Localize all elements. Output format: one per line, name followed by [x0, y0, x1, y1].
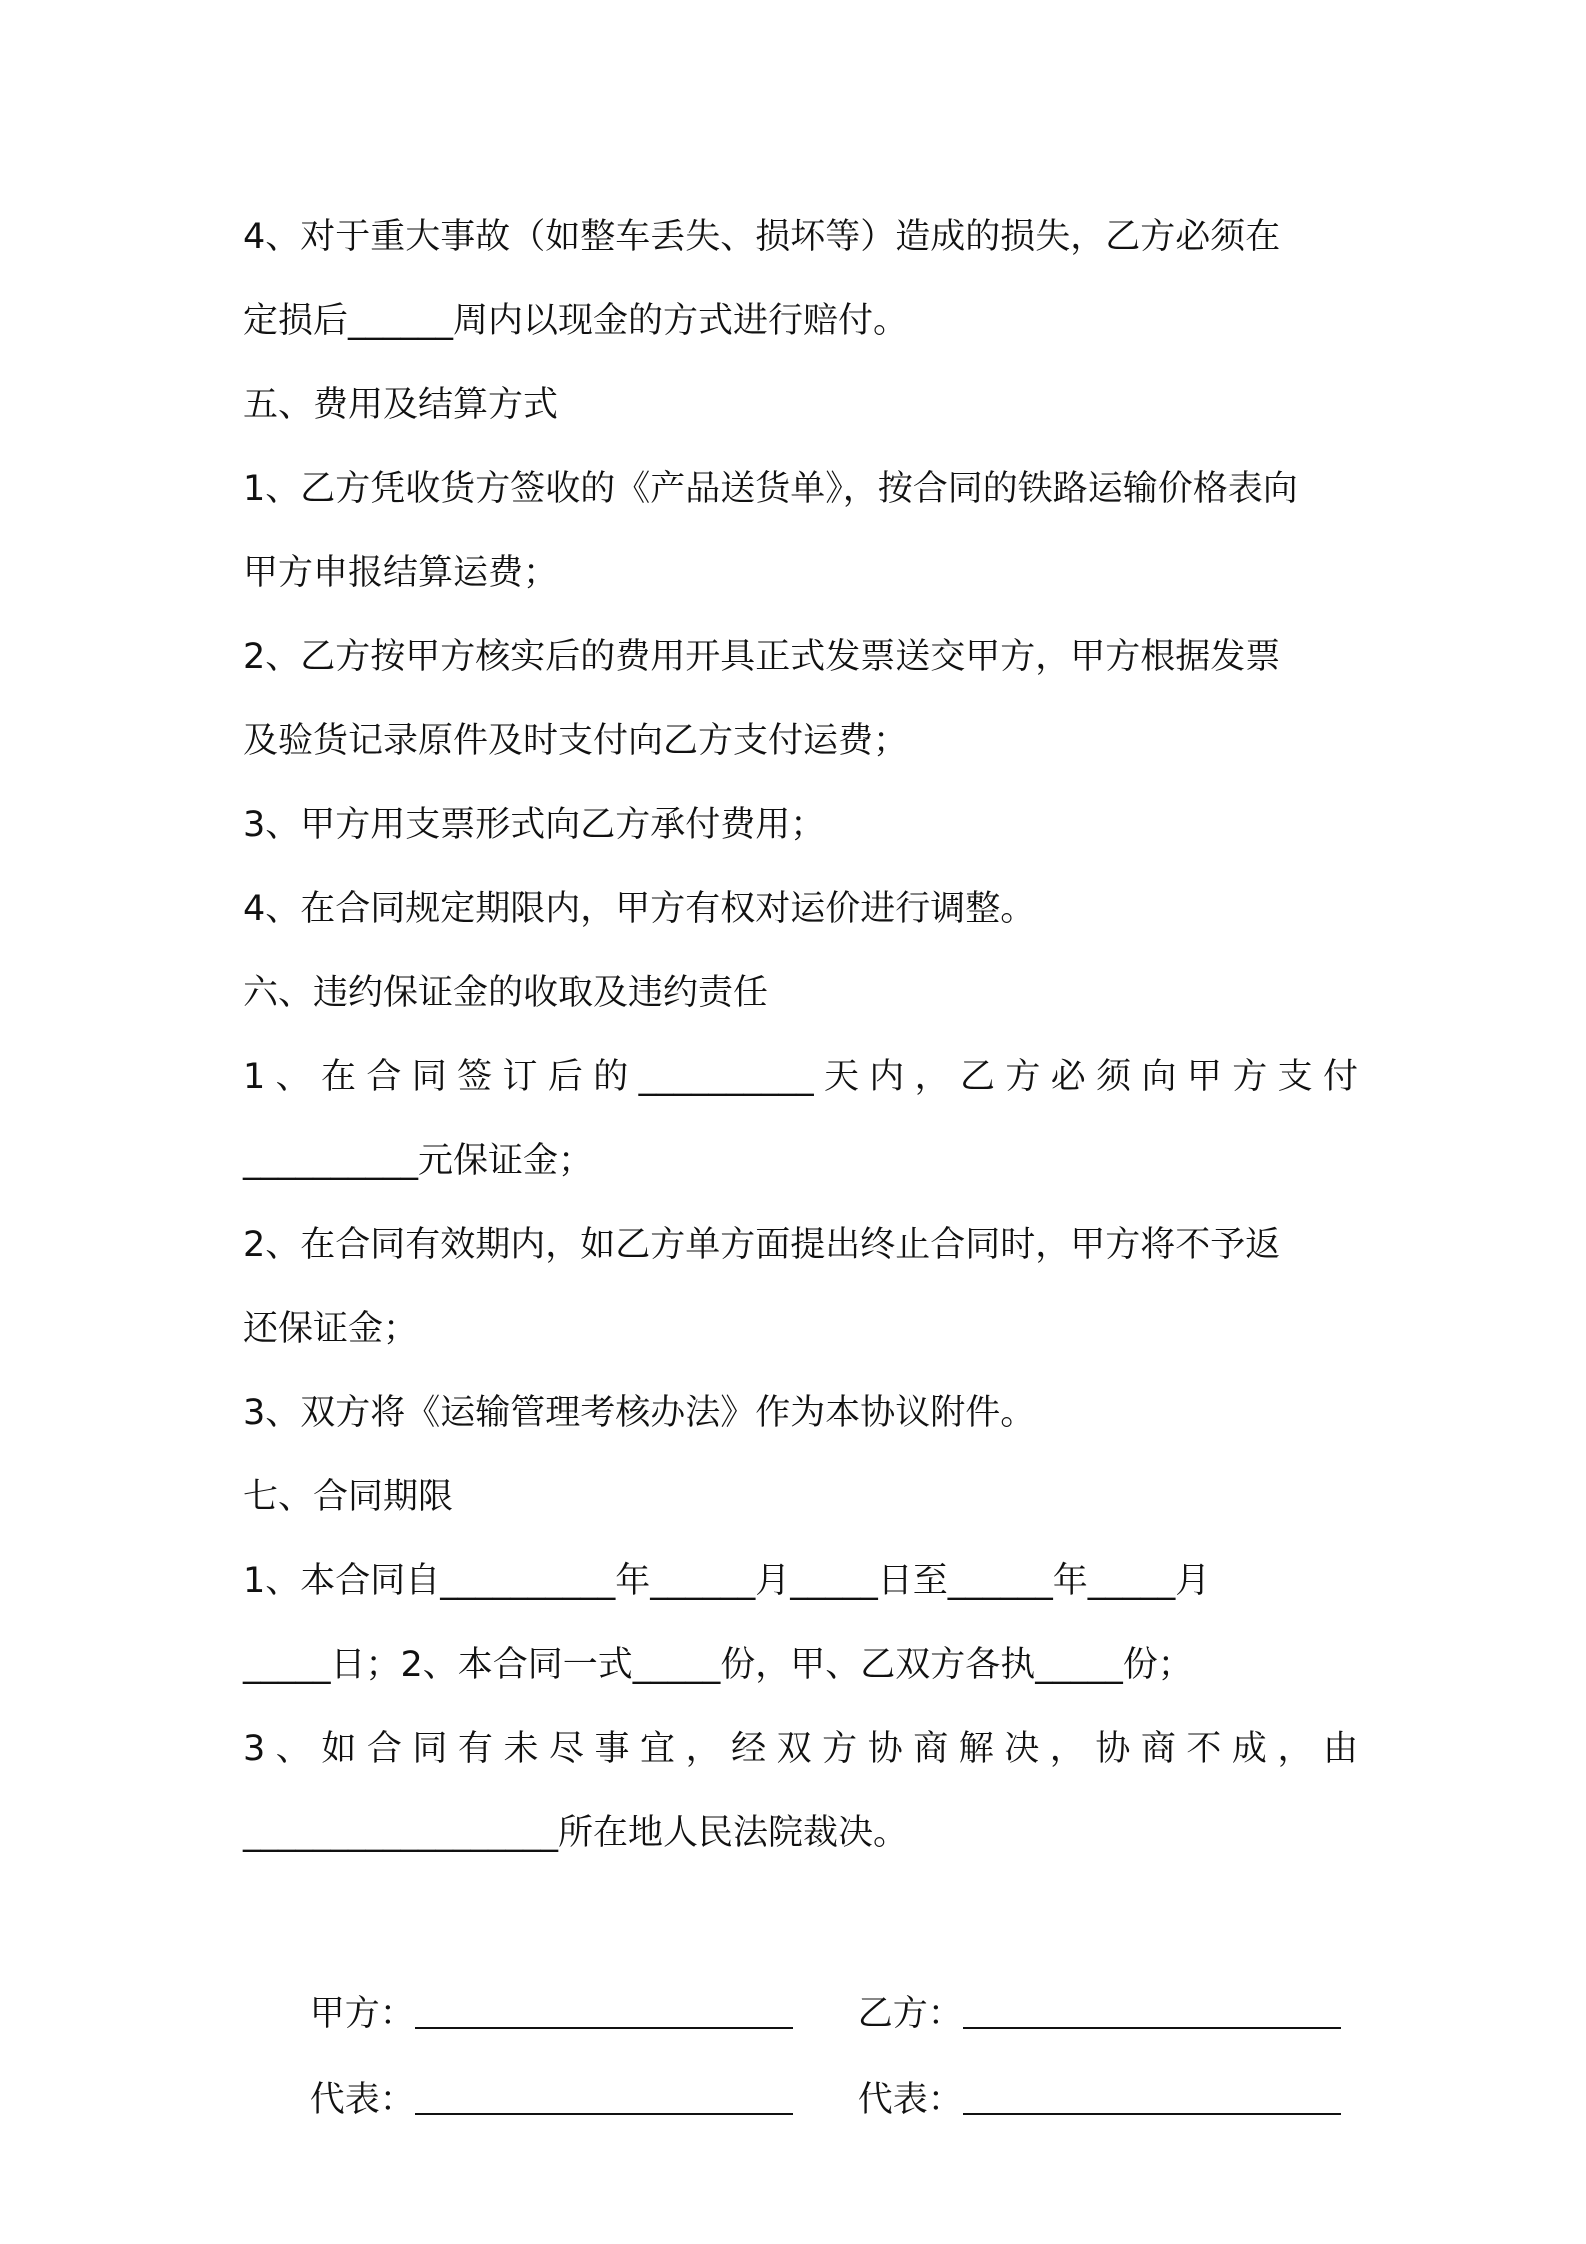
deposit-clause-1-line-2: __________元保证金；	[243, 1141, 594, 1181]
term-clause-3-line-2: __________________所在地人民法院裁决。	[243, 1813, 909, 1853]
signature-row-representative	[243, 1971, 1358, 2120]
fee-clause-4: 4、在合同规定期限内，甲方有权对运价进行调整。	[243, 889, 1036, 929]
rep-a-label: 代表：	[309, 2080, 415, 2120]
term-clause-3-line-1: 3、如合同有未尽事宜，经双方协商解决，协商不成，由	[243, 1729, 1358, 1769]
document-body	[243, 195, 1358, 2120]
rep-b-signature	[791, 1971, 1311, 2120]
fee-clause-1-line-2: 甲方申报结算运费；	[243, 553, 559, 593]
rep-b-blank	[963, 2079, 1341, 2115]
rep-a-blank	[415, 2079, 793, 2115]
party-b-signature	[791, 1885, 1311, 2034]
rep-a-signature	[243, 1971, 791, 2120]
party-b-label: 乙方：	[857, 1994, 963, 2034]
term-clause-1-line-2: _____日；2、本合同一式_____份，甲、乙双方各执_____份；	[243, 1645, 1193, 1685]
fee-clause-2-line-1: 2、乙方按甲方核实后的费用开具正式发票送交甲方，甲方根据发票	[243, 637, 1281, 677]
term-clause-1-line-1: 1、本合同自__________年______月_____日至______年_____月	[243, 1561, 1211, 1601]
rep-b-label: 代表：	[857, 2080, 963, 2120]
section-heading-deposit: 六、违约保证金的收取及违约责任	[243, 973, 769, 1013]
section-heading-fees: 五、费用及结算方式	[243, 385, 559, 425]
clause-4-compensation-period: 定损后______周内以现金的方式进行赔付。	[243, 301, 909, 341]
signature-row-party	[243, 1885, 1358, 2034]
party-a-label: 甲方：	[309, 1994, 415, 2034]
fee-clause-3: 3、甲方用支票形式向乙方承付费用；	[243, 805, 826, 845]
clause-4-accident-loss: 4、对于重大事故（如整车丢失、损坏等）造成的损失，乙方必须在	[243, 217, 1281, 257]
deposit-clause-1-line-1: 1、在合同签订后的__________天内，乙方必须向甲方支付	[243, 1057, 1358, 1097]
deposit-clause-2-line-1: 2、在合同有效期内，如乙方单方面提出终止合同时，甲方将不予返	[243, 1225, 1281, 1265]
section-heading-term: 七、合同期限	[243, 1477, 454, 1517]
deposit-clause-3: 3、双方将《运输管理考核办法》作为本协议附件。	[243, 1393, 1036, 1433]
fee-clause-2-line-2: 及验货记录原件及时支付向乙方支付运费；	[243, 721, 909, 761]
deposit-clause-2-line-2: 还保证金；	[243, 1309, 419, 1349]
fee-clause-1-line-1: 1、乙方凭收货方签收的《产品送货单》，按合同的铁路运输价格表向	[243, 469, 1298, 509]
party-a-signature	[243, 1885, 791, 2034]
